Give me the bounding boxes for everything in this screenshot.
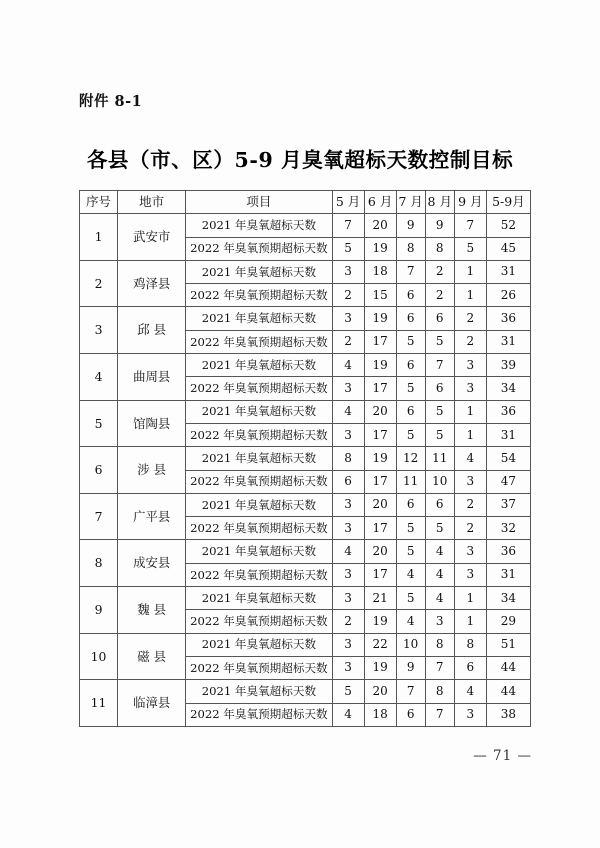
cell-value: 8 <box>396 237 425 260</box>
cell-value: 3 <box>332 493 364 516</box>
cell-value: 3 <box>454 563 486 586</box>
cell-value: 31 <box>486 423 530 446</box>
cell-value: 4 <box>332 703 364 726</box>
row-item-label: 2022 年臭氧预期超标天数 <box>186 656 332 679</box>
row-city-name <box>118 447 186 494</box>
row-city-name <box>118 307 186 354</box>
column-header-city: 地市 <box>118 191 186 214</box>
cell-value: 2 <box>454 493 486 516</box>
row-sequence-number: 6 <box>80 447 118 494</box>
row-sequence-number: 9 <box>80 587 118 634</box>
cell-value: 2 <box>425 284 454 307</box>
row-city-name: 鸡泽县 <box>118 260 186 307</box>
row-item-label: 2022 年臭氧预期超标天数 <box>186 237 332 260</box>
cell-value: 17 <box>364 517 396 540</box>
cell-value: 3 <box>454 540 486 563</box>
cell-value: 5 <box>396 540 425 563</box>
cell-value: 7 <box>332 214 364 237</box>
cell-value: 54 <box>486 447 530 470</box>
cell-value: 20 <box>364 400 396 423</box>
city-name-text: 涉县 <box>137 462 170 478</box>
cell-value: 9 <box>396 656 425 679</box>
cell-value: 26 <box>486 284 530 307</box>
row-item-label: 2021 年臭氧超标天数 <box>186 493 332 516</box>
table-body <box>80 214 531 727</box>
cell-value: 8 <box>425 237 454 260</box>
cell-value: 5 <box>332 237 364 260</box>
row-sequence-number: 10 <box>80 633 118 680</box>
row-city-name: 武安市 <box>118 214 186 261</box>
column-header-july: 7 月 <box>396 191 425 214</box>
cell-value: 6 <box>396 354 425 377</box>
table-row <box>80 680 531 703</box>
cell-value: 17 <box>364 377 396 400</box>
table-row <box>80 540 531 563</box>
cell-value: 9 <box>425 214 454 237</box>
row-sequence-number: 2 <box>80 260 118 307</box>
cell-value: 19 <box>364 307 396 330</box>
cell-value: 17 <box>364 423 396 446</box>
cell-value: 31 <box>486 563 530 586</box>
cell-value: 8 <box>425 680 454 703</box>
cell-value: 19 <box>364 610 396 633</box>
ozone-target-table <box>79 190 531 727</box>
table-row <box>80 307 531 330</box>
cell-value: 6 <box>425 377 454 400</box>
row-city-name: 临漳县 <box>118 680 186 727</box>
row-item-label: 2022 年臭氧预期超标天数 <box>186 284 332 307</box>
cell-value: 9 <box>396 214 425 237</box>
row-item-label: 2022 年臭氧预期超标天数 <box>186 517 332 540</box>
row-item-label: 2022 年臭氧预期超标天数 <box>186 423 332 446</box>
cell-value: 5 <box>425 423 454 446</box>
row-item-label: 2021 年臭氧超标天数 <box>186 214 332 237</box>
column-header-total: 5-9月 <box>486 191 530 214</box>
table-row <box>80 400 531 423</box>
column-header-september: 9 月 <box>454 191 486 214</box>
cell-value: 8 <box>332 447 364 470</box>
cell-value: 7 <box>396 680 425 703</box>
cell-value: 45 <box>486 237 530 260</box>
table-row <box>80 260 531 283</box>
cell-value: 44 <box>486 680 530 703</box>
table-row <box>80 354 531 377</box>
cell-value: 47 <box>486 470 530 493</box>
cell-value: 19 <box>364 354 396 377</box>
cell-value: 2 <box>454 517 486 540</box>
cell-value: 5 <box>396 330 425 353</box>
cell-value: 36 <box>486 400 530 423</box>
cell-value: 5 <box>396 377 425 400</box>
cell-value: 6 <box>396 400 425 423</box>
table-row <box>80 447 531 470</box>
cell-value: 20 <box>364 214 396 237</box>
row-item-label: 2021 年臭氧超标天数 <box>186 633 332 656</box>
row-item-label: 2021 年臭氧超标天数 <box>186 587 332 610</box>
ozone-target-table-container <box>79 190 531 727</box>
cell-value: 10 <box>425 470 454 493</box>
city-name-text: 邱县 <box>137 322 170 338</box>
cell-value: 7 <box>454 214 486 237</box>
cell-value: 4 <box>425 563 454 586</box>
cell-value: 3 <box>454 470 486 493</box>
row-city-name <box>118 587 186 634</box>
row-city-name <box>118 633 186 680</box>
row-item-label: 2022 年臭氧预期超标天数 <box>186 610 332 633</box>
cell-value: 6 <box>332 470 364 493</box>
cell-value: 20 <box>364 680 396 703</box>
cell-value: 6 <box>454 656 486 679</box>
cell-value: 5 <box>332 680 364 703</box>
cell-value: 19 <box>364 447 396 470</box>
row-item-label: 2021 年臭氧超标天数 <box>186 307 332 330</box>
cell-value: 6 <box>396 284 425 307</box>
cell-value: 21 <box>364 587 396 610</box>
row-item-label: 2022 年臭氧预期超标天数 <box>186 470 332 493</box>
cell-value: 3 <box>332 563 364 586</box>
cell-value: 4 <box>454 680 486 703</box>
cell-value: 3 <box>332 517 364 540</box>
cell-value: 15 <box>364 284 396 307</box>
cell-value: 34 <box>486 377 530 400</box>
cell-value: 7 <box>425 354 454 377</box>
cell-value: 7 <box>396 260 425 283</box>
cell-value: 8 <box>425 633 454 656</box>
city-name-text: 磁县 <box>137 648 170 664</box>
cell-value: 1 <box>454 610 486 633</box>
cell-value: 5 <box>396 423 425 446</box>
cell-value: 2 <box>425 260 454 283</box>
cell-value: 2 <box>332 330 364 353</box>
row-sequence-number: 3 <box>80 307 118 354</box>
cell-value: 4 <box>454 447 486 470</box>
cell-value: 4 <box>396 610 425 633</box>
cell-value: 3 <box>454 354 486 377</box>
cell-value: 1 <box>454 260 486 283</box>
table-row <box>80 633 531 656</box>
cell-value: 5 <box>425 330 454 353</box>
cell-value: 12 <box>396 447 425 470</box>
cell-value: 5 <box>425 517 454 540</box>
attachment-label: 附件 8-1 <box>79 93 143 110</box>
cell-value: 18 <box>364 703 396 726</box>
cell-value: 20 <box>364 493 396 516</box>
page-title: 各县（市、区）5-9 月臭氧超标天数控制目标 <box>86 148 514 172</box>
row-sequence-number: 7 <box>80 493 118 540</box>
cell-value: 4 <box>332 354 364 377</box>
cell-value: 5 <box>454 237 486 260</box>
table-row <box>80 587 531 610</box>
row-item-label: 2022 年臭氧预期超标天数 <box>186 377 332 400</box>
cell-value: 4 <box>332 400 364 423</box>
cell-value: 3 <box>332 587 364 610</box>
row-city-name: 广平县 <box>118 493 186 540</box>
row-sequence-number: 8 <box>80 540 118 587</box>
cell-value: 10 <box>396 633 425 656</box>
cell-value: 11 <box>396 470 425 493</box>
cell-value: 6 <box>396 307 425 330</box>
cell-value: 31 <box>486 260 530 283</box>
cell-value: 52 <box>486 214 530 237</box>
cell-value: 2 <box>332 610 364 633</box>
cell-value: 3 <box>332 307 364 330</box>
table-row <box>80 214 531 237</box>
table-row <box>80 493 531 516</box>
row-item-label: 2021 年臭氧超标天数 <box>186 540 332 563</box>
cell-value: 39 <box>486 354 530 377</box>
cell-value: 17 <box>364 563 396 586</box>
cell-value: 32 <box>486 517 530 540</box>
cell-value: 2 <box>454 330 486 353</box>
cell-value: 3 <box>332 423 364 446</box>
cell-value: 4 <box>425 587 454 610</box>
cell-value: 36 <box>486 307 530 330</box>
cell-value: 3 <box>454 703 486 726</box>
cell-value: 3 <box>332 633 364 656</box>
cell-value: 11 <box>425 447 454 470</box>
page-number: — 71 — <box>473 748 532 764</box>
cell-value: 37 <box>486 493 530 516</box>
cell-value: 2 <box>332 284 364 307</box>
row-sequence-number: 1 <box>80 214 118 261</box>
cell-value: 5 <box>425 400 454 423</box>
cell-value: 2 <box>454 307 486 330</box>
cell-value: 6 <box>425 493 454 516</box>
cell-value: 44 <box>486 656 530 679</box>
cell-value: 18 <box>364 260 396 283</box>
cell-value: 3 <box>332 656 364 679</box>
cell-value: 5 <box>396 517 425 540</box>
cell-value: 1 <box>454 284 486 307</box>
city-name-text: 魏县 <box>137 602 170 618</box>
cell-value: 3 <box>332 377 364 400</box>
cell-value: 6 <box>396 703 425 726</box>
cell-value: 51 <box>486 633 530 656</box>
table-header-row <box>80 191 531 214</box>
row-item-label: 2022 年臭氧预期超标天数 <box>186 330 332 353</box>
cell-value: 22 <box>364 633 396 656</box>
cell-value: 19 <box>364 237 396 260</box>
column-header-seq: 序号 <box>80 191 118 214</box>
cell-value: 4 <box>332 540 364 563</box>
row-item-label: 2022 年臭氧预期超标天数 <box>186 703 332 726</box>
row-sequence-number: 11 <box>80 680 118 727</box>
row-city-name: 馆陶县 <box>118 400 186 447</box>
cell-value: 4 <box>425 540 454 563</box>
cell-value: 4 <box>396 563 425 586</box>
cell-value: 17 <box>364 330 396 353</box>
row-sequence-number: 4 <box>80 354 118 401</box>
cell-value: 5 <box>396 587 425 610</box>
row-item-label: 2021 年臭氧超标天数 <box>186 354 332 377</box>
cell-value: 6 <box>425 307 454 330</box>
row-city-name: 成安县 <box>118 540 186 587</box>
table-header <box>80 191 531 214</box>
cell-value: 20 <box>364 540 396 563</box>
cell-value: 7 <box>425 656 454 679</box>
cell-value: 7 <box>425 703 454 726</box>
row-item-label: 2022 年臭氧预期超标天数 <box>186 563 332 586</box>
cell-value: 29 <box>486 610 530 633</box>
cell-value: 6 <box>396 493 425 516</box>
cell-value: 38 <box>486 703 530 726</box>
cell-value: 1 <box>454 423 486 446</box>
cell-value: 34 <box>486 587 530 610</box>
row-item-label: 2021 年臭氧超标天数 <box>186 400 332 423</box>
column-header-item: 项目 <box>186 191 332 214</box>
cell-value: 36 <box>486 540 530 563</box>
cell-value: 3 <box>425 610 454 633</box>
cell-value: 17 <box>364 470 396 493</box>
row-item-label: 2021 年臭氧超标天数 <box>186 447 332 470</box>
row-sequence-number: 5 <box>80 400 118 447</box>
row-city-name: 曲周县 <box>118 354 186 401</box>
cell-value: 1 <box>454 587 486 610</box>
row-item-label: 2021 年臭氧超标天数 <box>186 680 332 703</box>
cell-value: 19 <box>364 656 396 679</box>
column-header-june: 6 月 <box>364 191 396 214</box>
column-header-may: 5 月 <box>332 191 364 214</box>
cell-value: 8 <box>454 633 486 656</box>
row-item-label: 2021 年臭氧超标天数 <box>186 260 332 283</box>
cell-value: 3 <box>454 377 486 400</box>
cell-value: 31 <box>486 330 530 353</box>
column-header-august: 8 月 <box>425 191 454 214</box>
cell-value: 1 <box>454 400 486 423</box>
cell-value: 3 <box>332 260 364 283</box>
